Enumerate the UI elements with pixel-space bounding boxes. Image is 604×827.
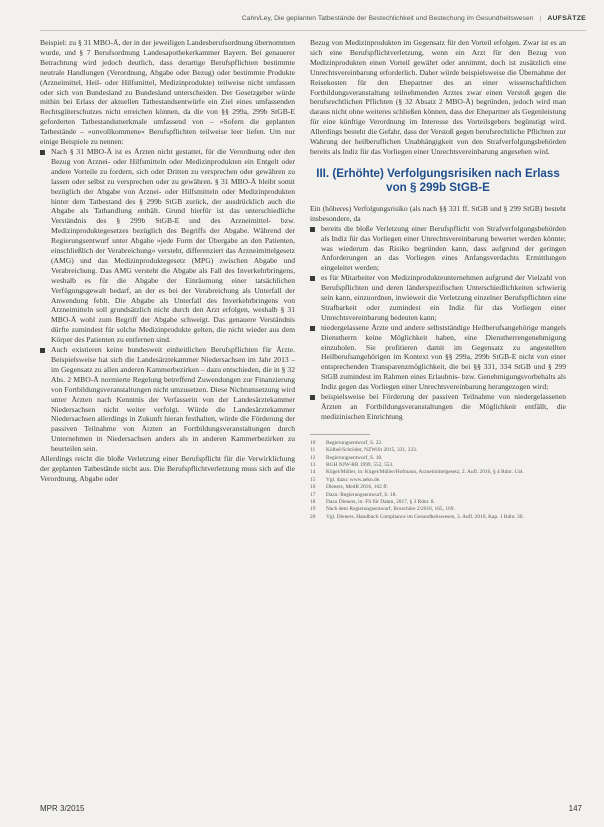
footnote-number: 14 xyxy=(310,469,316,476)
left-intro-paragraph: Beispiel: zu § 31 MBO-Ä, der in der jeweiligen Landesberufsordnung übernommen wurde, und § 7 Berufsordnung Landesapothekerkammer Bayern. Bei genauerer Betrachtung wird jedoch deutlich, dass derartige Berufspflichten bestimmte neutrale Handlungen (Verordnung, Abgabe oder Bezug) oder bestimmte Produkte (Arzneimittel, Heil- oder Hilfsmittel, Medizinprodukte) teilweise nicht umfassen oder sich von Bundesland zu Bundesland unterscheiden. Der Gesetzgeber würde mithin bei Erlass der aktuellen Tatbestandsentwürfe ein Ziel eines umfassenden Rechtsgüterschutzes nicht erreichen können, da die von §§ 299a, 299b StGB-E geforderten Tatbestandsmerkmale umfassend von – »Sofern die geplanten Tatbestände – »unvollkommene« Berufspflichten teilweise leer liefen. Um nur einige Beispiele zu nennen: xyxy=(40,38,295,147)
journal-issue: MPR 3/2015 xyxy=(40,804,85,813)
footnote-text: Vgl. Dieners, Handbuch Compliance im Gesundheitswesen, 3. Aufl. 2010, Kap. 1 Rdnr. 30. xyxy=(326,513,524,520)
right-bullet-list xyxy=(310,224,566,422)
left-bullet-list xyxy=(40,147,295,454)
footnote-text: Vgl. dazu: www.aekn.de. xyxy=(326,476,381,483)
right-bullet-item: niedergelassene Ärzte und andere selbstständige Heilberufsangehörige mangels Dienstherrn keine Möglichkeit haben, eine Dienstherrengenehmigung einzuholen. Sie profitieren damit im Gegensatz zu angestellten Heilberufsangehörigen im Kontext von §§ 299a, 299b StGB-E nicht von einer entsprechenden Transparenzmöglichkeit, die bei §§ 331, 334 StGB und § 299 StGB zumindest im Rahmen eines Erlaubnis- bzw. Genehmigungsvorbehalts als Indiz gegen das Vorliegen einer Unrechtsvereinbarung herangezogen wird; xyxy=(310,323,566,392)
left-bullet-item: Nach § 31 MBO-Ä ist es Ärzten nicht gestattet, für die Verordnung oder den Bezug von Arznei- oder Hilfsmitteln oder Medizinprodukten ein Entgelt oder andere Vorteile zu fordern, sich oder Dritten zu versprechen oder gewähren zu lassen oder selbst zu versprechen oder zu gewähren. § 31 MBO-Ä bleibt somit bezüglich der Abgabe von Arznei- oder Hilfsmitteln oder Medizinprodukten hinter dem Tatbestand des § 299b StGB zurück, der ausdrücklich auch die Abgabe als Tathandlung enthält. Grund hierfür ist das unterschiedliche Verständnis des § 299b StGB-E und des Arzneimittel- bzw. Medizinproduktegesetzes bezüglich des Begriffs der Abgabe. Während der Regierungsentwurf unter Abgabe »jede Form der Übergabe an den Patienten, einschließlich der Verabreichung« versteht, differenziert das Arzneimittelgesetz (AMG) und das Medizinproduktegesetz (MPG) zwischen Abgabe und Verabreichung. Das AMG versteht die Abgabe als Fall des Inverkehrbringens, weshalb es für die Abgabe der Einräumung einer tatsächlichen Verfügungsgewalt bedarf, an der es bei der Verabreichung als Unterfall der Anwendung fehlt. Die Abgabe als Unterfall des Inverkehrbringens von Arzneimitteln soll grundsätzlich nicht durch den Arzt erfolgen, weshalb § 31 MBO-Ä wohl zum Begriff der Abgabe schweigt. Das genauere Verständnis dürfte zumindest für solche Medizinprodukte gelten, die nicht wieder aus dem Körper des Patienten zu entfernen sind. xyxy=(40,147,295,345)
footnote-text: Kölbel/Schröder, NZWiSt 2015, 331, 333. xyxy=(326,447,418,454)
footnote-number: 18 xyxy=(310,499,316,506)
footnotes xyxy=(310,440,566,521)
footnote-number: 11 xyxy=(310,447,316,454)
header-separator: | xyxy=(539,14,542,22)
footnote-text: Regierungsentwurf, S. 18. xyxy=(326,454,383,461)
header-rule xyxy=(40,30,586,31)
footnote xyxy=(310,455,566,462)
left-column xyxy=(40,38,295,484)
right-bullet-item: beispielsweise bei Förderung der passiven Teilnahme von niedergelassenen Ärzten an Fortbildungsveranstaltungen die Möglichkeit entfällt, die medizinischen Einrichtung xyxy=(310,392,566,422)
footnote-rule xyxy=(310,434,370,435)
running-header xyxy=(0,8,604,28)
right-bullet-item: bereits die bloße Verletzung einer Berufspflicht von Strafverfolgungsbehörden als Indiz für das Vorliegen einer Unrechtsvereinbarung bewertet werden könnte; was wiederum das Risiko begründen kann, dass aufgrund der geringen Anforderungen an das Vorliegen eines Anfangsverdachts Ermittlungen eingeleitet werden; xyxy=(310,224,566,274)
footnote-text: Dazu Dieners, in: FS für Dahm, 2017, § 3 Rdnr. 8. xyxy=(326,499,435,506)
footnote-number: 12 xyxy=(310,454,316,461)
footnote-text: Nach dem Regierungsentwurf, Broschüre 2/2016, 165, 169. xyxy=(326,506,455,513)
footnote xyxy=(310,469,566,476)
footnote-text: Dieners, MedR 2016, 162 ff. xyxy=(326,484,389,491)
footnote xyxy=(310,440,566,447)
footnote-text: Regierungsentwurf, S. 22. xyxy=(326,439,383,446)
footnote xyxy=(310,506,566,513)
footnote-text: Dazu: Regierungsentwurf, S. 18. xyxy=(326,491,397,498)
page-number: 147 xyxy=(568,804,582,813)
footnote-number: 17 xyxy=(310,491,316,498)
right-bullet-item: es für Mitarbeiter von Medizinprodukteunternehmen aufgrund der Vielzahl von Berufspflichten und deren länderspezifischen Unterschiedlichkeiten schwierig sein kann, einzuordnen, inwieweit die Verletzung einzelner Berufspflichten eine Strafbarkeit oder zumindest ein Indiz für das Vorliegen einer Unrechtsvereinbarung bedeuten kann; xyxy=(310,273,566,323)
footnote-number: 16 xyxy=(310,484,316,491)
right-lead-paragraph: Ein (höheres) Verfolgungsrisiko (als nach §§ 331 ff. StGB und § 299 StGB) besteht insbesondere, da xyxy=(310,203,566,223)
footnote-text: BGH NJW-RR 1999, 552, 553. xyxy=(326,462,394,469)
left-bullet-item: Auch existieren keine bundesweit einheitlichen Berufspflichten für Ärzte. Beispielsweise hat sich die Landesärztekammer Niedersachsen im Jahr 2013 – im Gegensatz zu allen anderen Kammerbezirken – dazu entschieden, die in § 32 Abs. 2 MBO-Ä normierte Regelung betreffend Zuwendungen zur Finanzierung von Fortbildungsveranstaltungen nicht umzusetzen. Diese Nichtumsetzung wird unter Ärzten nach Kenntnis der Verfasserin von der Landesärztekammer Niedersachsen nicht weiter verfolgt. Würde die Landesärztekammer Niedersachsen allerdings in Zukunft hieran festhalten, würde die Förderung der passiven Teilnahme von Ärzten an Fortbildungsveranstaltungen durch Unternehmen in Niedersachsen anders als in anderen Kammerbezirken zu beurteilen sein. xyxy=(40,345,295,454)
page-footer xyxy=(40,804,582,813)
section-heading: III. (Erhöhte) Verfolgungsrisiken nach Erlass von § 299b StGB-E xyxy=(316,166,560,194)
left-closing-paragraph: Allerdings reicht die bloße Verletzung einer Berufspflicht für die Verwirklichung der geplanten Tatbestände nicht aus. Die Berufspflichtverletzung muss sich auf die Verordnung, Abgabe oder xyxy=(40,454,295,483)
footnote xyxy=(310,492,566,499)
right-column xyxy=(310,38,566,521)
footnote-number: 19 xyxy=(310,506,316,513)
footnote xyxy=(310,514,566,521)
footnote-number: 15 xyxy=(310,476,316,483)
footnote-number: 10 xyxy=(310,439,316,446)
section-label: AUFSÄTZE xyxy=(547,14,586,22)
footnote-number: 20 xyxy=(310,513,316,520)
footnote-text: Kügel/Müller, in: Kügel/Müller/Hofmann, Arzneimittelgesetz, 2. Aufl. 2016, § 4 Rdnr. 134. xyxy=(326,469,524,476)
footnote-number: 13 xyxy=(310,462,316,469)
right-intro-paragraph: Bezug von Medizinprodukten im Gegensatz für den Vorteil erfolgen. Zwar ist es an sich eine Berufspflichtverletzung, wenn ein Arzt für den Bezug von Medizinprodukten einen Vorteil gewährt oder annimmt, doch ist zusätzlich eine Unrechtsvereinbarung erforderlich. Daher würde beispielsweise die Übernahme der Reisekosten für den Ehepartner des an einer wissenschaftlichen Fortbildungsveranstaltung teilnehmenden Arztes zwar einen Verstoß gegen die berufsrechtlichen Pflichten (§ 32 Absatz 2 MBO-Ä) begründen, jedoch wird man daraus nicht ohne weiteres schließen können, dass der Ehepartner als Gegenleistung für eine künftige Verordnung im Interesse des Vorteilsgebers begünstigt wird. Allerdings besteht die Gefahr, dass der Verstoß gegen berufsrechtliche Pflichten zur Wahrung der heilberuflichen Unabhängigkeit von den Strafverfolgungsbehörden bereits als Indiz für das Vorliegen einer Unrechtsvereinbarung angesehen wird. xyxy=(310,38,566,156)
footnote xyxy=(310,484,566,491)
running-title: Cahn/Ley, Die geplanten Tatbestände der Bestechlichkeit und Bestechung im Gesundheitswesen xyxy=(241,14,534,22)
footnote xyxy=(310,447,566,454)
